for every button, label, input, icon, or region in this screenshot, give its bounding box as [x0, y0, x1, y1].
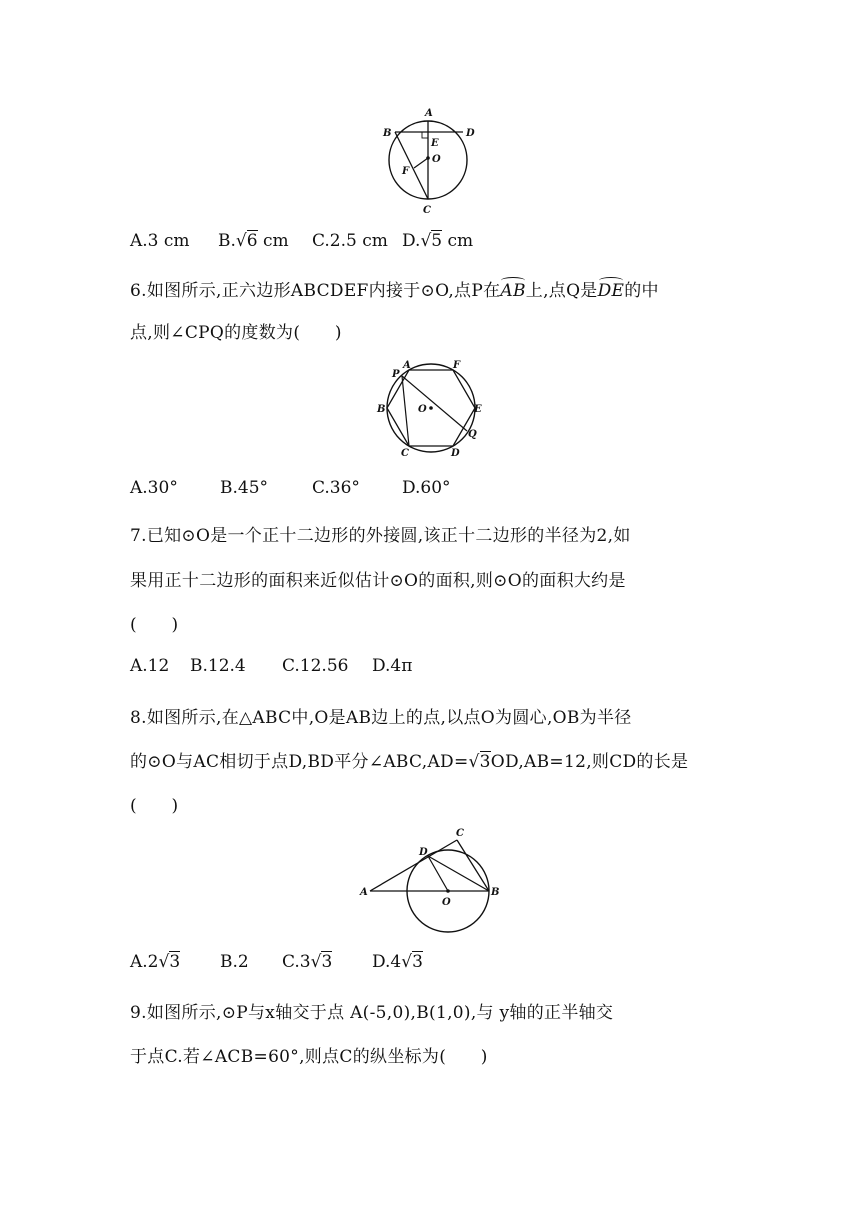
q7-line-2: 果用正十二边形的面积来近似估计⊙O的面积,则⊙O的面积大约是: [130, 571, 626, 591]
label-o: O: [418, 404, 427, 415]
q7-option-b: B.12.4: [190, 656, 246, 676]
label-b: B: [383, 128, 392, 139]
q7-line-3: ( ): [130, 615, 179, 635]
center-dot: [426, 156, 430, 160]
center-dot: [446, 889, 450, 893]
q5-option-c: C.2.5 cm: [312, 231, 388, 251]
q6-option-a: A.30°: [130, 478, 178, 498]
segment-cb: [457, 840, 489, 891]
label-p: P: [392, 369, 400, 380]
q6-line-2: 点,则∠CPQ的度数为( ): [130, 323, 342, 343]
q8-line-2: 的⊙O与AC相切于点D,BD平分∠ABC,AD=√3OD,AB=12,则CD的长是: [130, 752, 689, 772]
q5-option-d: D.√5 cm: [402, 231, 474, 251]
q8-option-d: D.4√3: [372, 952, 423, 972]
label-c: C: [456, 828, 464, 839]
label-q: Q: [468, 429, 477, 440]
segment-pq: [402, 376, 467, 431]
label-d: D: [419, 847, 428, 858]
label-b: B: [491, 887, 500, 898]
label-e: E: [431, 138, 439, 149]
q6-figure: [370, 355, 500, 465]
q9-line-2: 于点C.若∠ACB=60°,则点C的纵坐标为( ): [130, 1047, 488, 1067]
chord-bc: [395, 132, 428, 199]
label-a: A: [403, 360, 411, 371]
q8-option-c: C.3√3: [282, 952, 333, 972]
label-a: A: [360, 887, 368, 898]
q5-figure: [380, 102, 480, 218]
q8-line-1: 8.如图所示,在△ABC中,O是AB边上的点,以点O为圆心,OB为半径: [130, 708, 632, 728]
segment-of: [414, 158, 428, 168]
label-c: C: [401, 448, 409, 459]
q8-line-3: ( ): [130, 796, 179, 816]
q8-figure: [355, 823, 505, 938]
label-e: E: [474, 404, 482, 415]
label-c: C: [423, 205, 431, 216]
q7-option-c: C.12.56: [282, 656, 349, 676]
q8-option-b: B.2: [220, 952, 249, 972]
center-dot: [429, 406, 433, 410]
q9-line-1: 9.如图所示,⊙P与x轴交于点 A(-5,0),B(1,0),与 y轴的正半轴交: [130, 1003, 614, 1023]
q7-option-a: A.12: [130, 656, 170, 676]
label-f: F: [402, 166, 410, 177]
label-a: A: [425, 108, 433, 119]
arc-ab: AB: [500, 281, 526, 301]
q6-option-c: C.36°: [312, 478, 360, 498]
label-b: B: [377, 404, 386, 415]
q5-option-a: A.3 cm: [130, 231, 190, 251]
q6-option-b: B.45°: [220, 478, 269, 498]
q6-option-d: D.60°: [402, 478, 451, 498]
q7-option-d: D.4π: [372, 656, 413, 676]
arc-de: DE: [597, 281, 625, 301]
label-f: F: [453, 360, 461, 371]
segment-db: [428, 856, 489, 891]
q7-line-1: 7.已知⊙O是一个正十二边形的外接圆,该正十二边形的半径为2,如: [130, 526, 631, 546]
q5-option-b: B.√6 cm: [218, 231, 289, 251]
right-angle-mark: [422, 132, 428, 138]
q6-line-1: 6.如图所示,正六边形ABCDEF内接于⊙O,点P在AB上,点Q是DE的中: [130, 281, 659, 301]
label-o: O: [442, 897, 451, 908]
q8-option-a: A.2√3: [130, 952, 181, 972]
label-d: D: [466, 128, 475, 139]
label-o: O: [432, 154, 441, 165]
label-d: D: [451, 448, 460, 459]
